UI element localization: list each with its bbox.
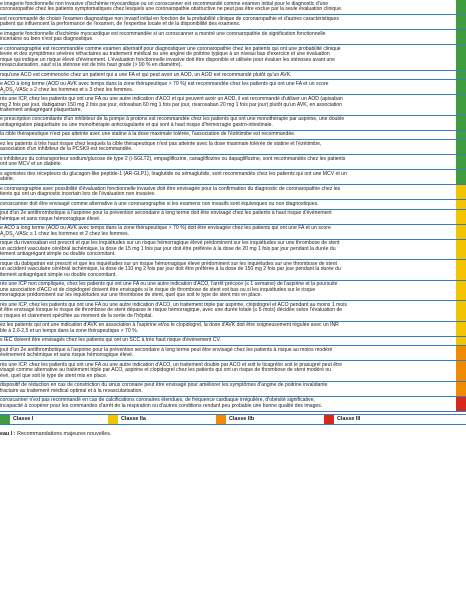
class-indicator [456, 225, 466, 239]
recommendation-row [0, 15, 466, 30]
recommendation-text: e prescription concomitante d'un inhibiteur de la pompe à protons est recommandée chez les patients qui ont une monothérapie par aspirine, une double antiagrégation plaquettaire ou une monothérapie anticoagulante et qui sont à haut risque d'hémorragie gastro-intestinale. [0, 116, 345, 128]
recommendation-row [0, 200, 466, 209]
caption-text: Recommandations majeures nouvelles. [15, 430, 112, 437]
recommendation-text: s agonistes des récepteurs du glucagon-like peptide-1 (AR-GLP1), liraglutide ou sémaglutide, sont recommandés chez les patients qui ont une MCV et un abète. [0, 170, 347, 183]
recommendation-text: dispositif de réduction en cas de constriction du sinus coronaire peut être envisagé pour améliorer les symptômes d'angine de poitrine invalidante fractaire au traitement médical optimal et à la revascularisation. [0, 382, 328, 394]
recommendation-row [0, 140, 466, 155]
recommendation-text: coroscanner n'est pas recommandé en cas de calcifications coronaires étendues, de fréquence cardiaque irrégulière, d'obésité significative, incapacité à coopérer pour les commandes d'arrêt de la respiration ou d'autres conditions rendant peu probable une bonne qualité des images. [0, 397, 323, 409]
class-indicator [456, 210, 466, 224]
recommendation-row [0, 0, 466, 15]
recommendation-text: jout d'un 2e antithrombotique à l'aspirine pour la prévention secondaire à long terme doit être envisagé chez les patients à haut risque d'événement hémique et sans risque hémorragique élevé. [0, 210, 332, 222]
class-indicator [456, 170, 466, 184]
legend-label: Classe IIb [229, 416, 255, 423]
recommendation-text: ez les patients à très haut risque chez lesquels la cible thérapeutique n'est pas atteinte avec la dose maximale tolérée de statine et l'ézétimibe, association d'un inhibiteur de la PCSK9 est recommandée. [0, 140, 322, 153]
recommendation-text: e coronarographie avec possibilité d'évaluation fonctionnelle invasive doit être envisagée pour la confirmation du diagnostic de coronaropathie chez les tients qui ont un diagnostic incertain lors de l'évaluation non invasive. [0, 185, 341, 198]
legend-item [0, 415, 108, 424]
recommendation-row [0, 116, 466, 131]
class-indicator [456, 200, 466, 208]
legend-item [216, 415, 324, 424]
recommendation-text: e ACO à long terme (AOD ou AVK avec temps dans la zone thérapeutique > 70 %) est recommandée chez les patients qui ont une FA et un score $A_2DS_2$-VASc ≥ 2 chez les hommes et ≥ 3 chez les femmes. [0, 81, 329, 94]
recommendation-row [0, 240, 466, 260]
recommendation-text: coroscanner doit être envisagé comme alternative à une coronarographie si les examens non invasifs sont équivoques ou non diagnostiques. [0, 200, 319, 207]
recommendation-row [0, 185, 466, 200]
recommendation-row [0, 80, 466, 95]
class-indicator [456, 30, 466, 44]
recommendation-text: rsque du rivaroxaban est prescrit et que les inquiétudes sur un risque hémorragique élevé prédominent sur les inquiétudes sur une thrombose de stent un accident vasculaire cérébral ischémique, la dose de 15 mg 1 fois par jour doit être préférée à la dose de 20 mg 1 fois par jour pendant la durée du tement antiagrégant simple ou double concomitant. [0, 240, 340, 258]
legend-swatch [324, 415, 334, 424]
recommendation-text: jout d'un 2e antithrombotique à l'aspirine pour la prévention secondaire à long terme peut être envisagé chez les patients à risque au moins modéré événement ischémique et sans risque hémorragique élevé. [0, 346, 333, 359]
class-indicator [456, 260, 466, 279]
recommendation-text: s IEC doivent être envisagés chez les patients qui ont un SCC à très haut risque d'événement CV. [0, 337, 221, 344]
recommendation-row [0, 337, 466, 346]
recommendation-text: rès une ICP, chez les patients qui ont une FA ou une autre indication d'ACO et qui peuvent avoir un AOD, il est recommandé d'utiliser un AOD (apixaban mg 2 fois par jour, dabigatran 150 mg 2 fois par jour, édoxaban 60 mg 1 fois par jour, rivaroxaban 20 mg 1 fois par jour) plutôt qu'un AVK, en association traitement antiagrégant plaquettaire. [0, 96, 343, 113]
class-indicator [456, 361, 466, 380]
recommendation-row [0, 322, 466, 337]
recommendation-text: s inhibiteurs du cotransporteur sodium/glucose de type 2 (i-SGLT2), empagliflozine, canagliflozine ou dapagliflozine, sont recommandés chez les patients ont une MCV et un diabète. [0, 155, 346, 168]
legend-label: Classe IIa [121, 416, 146, 423]
recommendation-text: ez les patients qui ont une indication d'AVK en association à l'aspirine et/ou le clopidogrel, la dose d'AVK doit être soigneusement régulée avec un INR ble à 2,0-2,5 et un temps dans la zone thérapeutique > 70 %. [0, 322, 339, 334]
legend-swatch [108, 415, 118, 424]
class-indicator [456, 0, 466, 14]
class-indicator [456, 116, 466, 130]
class-indicator [456, 140, 466, 154]
recommendation-row [0, 45, 466, 71]
class-indicator [456, 80, 466, 94]
recommendation-text: e imagerie fonctionnelle non invasive d'ischémie myocardique ou un coroscanner est recommandé comme examen initial pour le diagnostic d'une coronaropathie chez les patients symptomatiques chez lesquels une coronaropathie obstructive ne peut pas être exclue par la seule évaluation clinique. [0, 0, 343, 13]
recommendation-row [0, 281, 466, 301]
legend-item [108, 415, 216, 424]
caption-prefix: eau I : [0, 430, 16, 437]
recommendation-row [0, 301, 466, 321]
recommendation-row [0, 210, 466, 225]
recommendation-text: e coronarographie est recommandée comme examen alternatif pour diagnostiquer une coronaropathie chez les patients qui ont une probabilité clinique levée et des symptômes sévères réfractaires au traitement médical ou une angine de poitrine typique à un niveau bas d'exercice et une évaluation nique qui indique un risque élevé d'événement. L'évaluation fonctionnelle invasive doit être disponible et utilisée pour évaluer les sténoses avant une revascularisation, sauf si la sténose est de très haut grade (> 90 % en diamètre). [0, 45, 341, 69]
class-indicator [456, 240, 466, 259]
class-indicator [456, 301, 466, 320]
class-indicator [456, 131, 466, 139]
class-legend [0, 414, 466, 425]
recommendation-text: rsque du dabigatran est prescrit et que les inquiétudes sur un risque hémorragique élevé prédominent sur les inquiétudes sur une thrombose de stent un accident vasculaire cérébral ischémique, la dose de 110 mg 2 fois par jour doit être préférée à la dose de 150 mg 2 fois par jour pendant la durée du itement antiagrégant simple ou double concomitant. [0, 260, 341, 278]
class-indicator [456, 71, 466, 79]
legend-swatch [216, 415, 226, 424]
recommendation-row [0, 361, 466, 381]
class-indicator [456, 346, 466, 360]
recommendation-row [0, 71, 466, 80]
recommendation-row [0, 95, 466, 115]
recommendation-text: e imagerie fonctionnelle d'ischémie myocardique est recommandée si un coroscanner a montré une coronaropathie de signification fonctionnelle incertaine ou bien n'est pas diagnostique. [0, 30, 326, 43]
class-indicator [456, 382, 466, 396]
legend-item [324, 415, 432, 424]
class-indicator [456, 322, 466, 336]
recommendation-text: rès une ICP, chez les patients qui ont une FA ou une autre indication d'ACO, un traitement double par ACO et soit le ticagrélor soit le prasugrel peut être visagé comme alternative au traitement triple par ACO, aspirine et clopidogrel chez les patients qui ont un risque de thrombose de stent modéré ou évé, quel que soit le type de stent mis en place. [0, 361, 343, 379]
recommendation-row [0, 225, 466, 240]
recommendation-row [0, 131, 466, 140]
class-indicator [456, 155, 466, 169]
legend-swatch [0, 415, 10, 424]
recommendation-row [0, 260, 466, 280]
legend-label: Classe III [337, 416, 361, 423]
legend-label: Classe I [13, 416, 34, 423]
recommendation-row [0, 155, 466, 170]
recommendation-row [0, 382, 466, 397]
class-indicator [456, 15, 466, 29]
recommendation-text: rsqu'une ACO est commencée chez un patient qui a une FA et qui peut avoir un AOD, un AOD est recommandé plutôt qu'un AVK. [0, 71, 292, 78]
class-indicator [456, 95, 466, 114]
recommendation-text: la cible thérapeutique n'est pas atteinte avec une statine à la dose maximale tolérée, l'association de l'ézétimibe est recommandée. [0, 131, 296, 138]
recommendation-text: est recommandé de choisir l'examen diagnostique non invasif initial en fonction de la probabilité clinique de coronaropathie et d'autres caractéristiques patient qui influencent la performance de l'examen, de l'expertise locale et de la disponibilité des examens. [0, 15, 339, 28]
class-indicator [456, 337, 466, 345]
table-caption [0, 431, 111, 437]
recommendation-row [0, 170, 466, 185]
class-indicator [456, 397, 466, 411]
recommendation-text: rès une ICP, chez les patients qui ont une FA ou une autre indication d'ACO, un traitement triple par aspirine, clopidogrel et ACO pendant au moins 1 mois it être envisagé lorsque le risque de thrombose de stent dépasse le risque hémorragique, avec une durée totale (≤ 6 mois) décidée selon l'évaluation de s risques et clairement spécifiée au moment de la sortie de l'hôpital. [0, 301, 347, 319]
recommendation-text: e ACO à long terme (AOD ou AVK avec temps dans la zone thérapeutique > 70 %) doit être envisagée chez les patients qui ont une FA et un score $A_2DS_2$-VASc ≥ 1 chez les hommes et 2 chez les femmes. [0, 225, 331, 238]
class-indicator [456, 185, 466, 199]
class-indicator [456, 281, 466, 300]
recommendation-text: rès une ICP non compliquée, chez les patients qui ont une FA ou une autre indication d'ACO, l'arrêt précoce (≤ 1 semaine) de l'aspirine et la poursuite une association d'ACO et de clopidogrel doivent être envisagés si le risque de thrombose de stent est bas ou si les inquiétudes sur le risque morragique prédominent sur les inquiétudes sur une thrombose de stent, quel que soit le type de stent mis en place. [0, 281, 338, 299]
recommendation-row [0, 30, 466, 45]
class-indicator [456, 45, 466, 70]
recommendation-row [0, 397, 466, 412]
recommendation-row [0, 346, 466, 361]
